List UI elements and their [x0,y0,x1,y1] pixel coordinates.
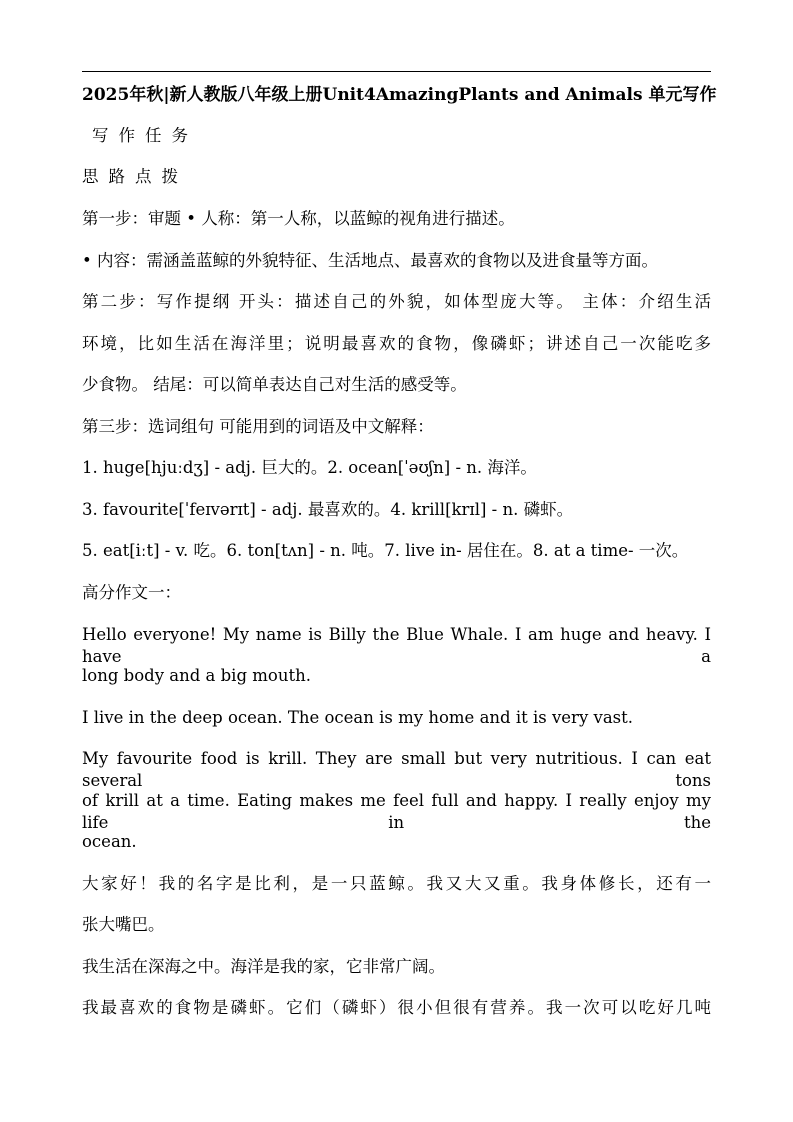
essay-zh-line-2: 张大嘴巴。 [82,915,165,934]
essay-en-line-1: Hello everyone! My name is Billy the Blue Whale. I am huge and heavy. I have a [82,625,711,666]
step1-line-1: 第一步：审题 • 人称：第一人称，以蓝鲸的视角进行描述。 [82,209,515,228]
essay-heading: 高分作文一： [82,583,181,602]
header-rule [82,71,711,72]
essay-en-line-2: long body and a big mouth. [82,666,311,685]
section-guide: 思路点拨 [82,167,188,186]
essay-en-line-4: My favourite food is krill. They are small but very nutritious. I can eat several tons [82,749,711,790]
vocab-line-2: 3. favourite[ˈfeɪvərɪt] - adj. 最喜欢的。4. krill[krɪl] - n. 磷虾。 [82,500,574,519]
essay-zh-line-1: 大家好！我的名字是比利，是一只蓝鲸。我又大又重。我身体修长，还有一 [82,874,711,893]
section-writing-task: 写作任务 [92,126,198,145]
step1-line-2: • 内容：需涵盖蓝鲸的外貌特征、生活地点、最喜欢的食物以及进食量等方面。 [82,251,658,270]
essay-en-line-5: of krill at a time. Eating makes me feel full and happy. I really enjoy my life in the [82,791,711,832]
step2-line-1: 第二步：写作提纲 开头：描述自己的外貌，如体型庞大等。 主体：介绍生活 [82,292,711,311]
essay-zh-line-4: 我最喜欢的食物是磷虾。它们（磷虾）很小但很有营养。我一次可以吃好几吨 [82,998,711,1017]
vocab-line-3: 5. eat[iːt] - v. 吃。6. ton[tʌn] - n. 吨。7. live in- 居住在。8. at a time- 一次。 [82,541,689,560]
essay-zh-line-3: 我生活在深海之中。海洋是我的家，它非常广阔。 [82,957,445,976]
essay-en-line-3: I live in the deep ocean. The ocean is my home and it is very vast. [82,708,634,727]
essay-en-line-6: ocean. [82,832,137,851]
vocab-line-1: 1. huge[hjuːdʒ] - adj. 巨大的。2. ocean[ˈəʊʃn] - n. 海洋。 [82,458,537,477]
document-title: 2025年秋|新人教版八年级上册Unit4AmazingPlants and Animals 单元写作 [82,85,717,105]
step2-line-3: 少食物。 结尾：可以简单表达自己对生活的感受等。 [82,375,467,394]
step3-line: 第三步：选词组句 可能用到的词语及中文解释： [82,417,434,436]
step2-line-2: 环境，比如生活在海洋里；说明最喜欢的食物，像磷虾；讲述自己一次能吃多 [82,334,711,353]
